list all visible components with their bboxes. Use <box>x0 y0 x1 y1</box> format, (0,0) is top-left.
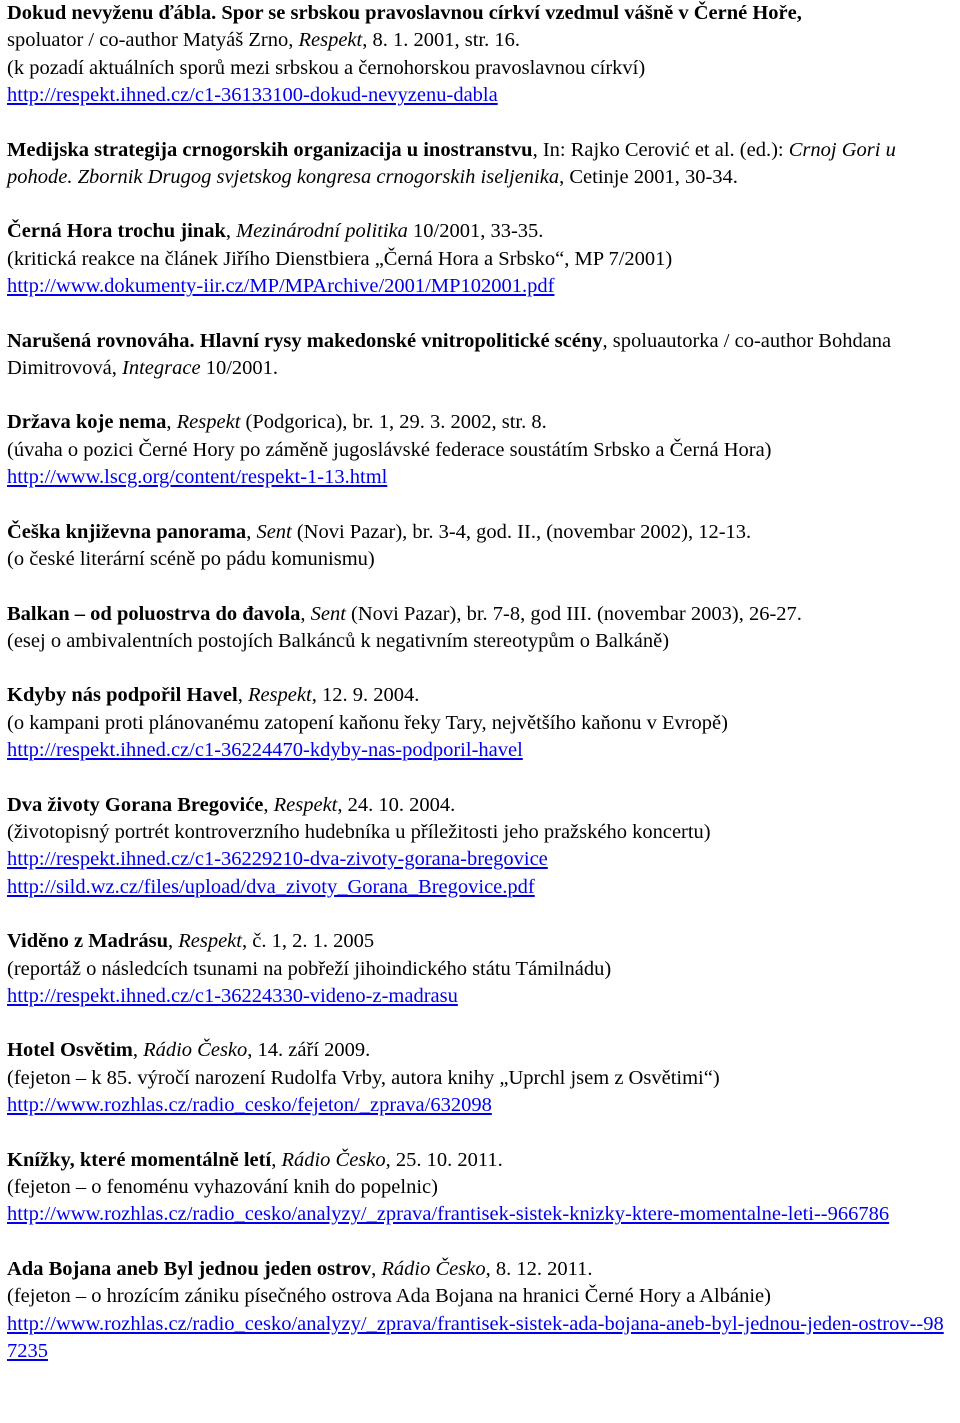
entry-details: 10/2001, 33-35. <box>407 220 544 243</box>
bibliography-entry <box>7 328 952 383</box>
entry-link[interactable]: http://respekt.ihned.cz/c1-36229210-dva-zivoty-gorana-bregovice <box>7 848 548 871</box>
entry-citation: Dva životy Gorana Bregoviće, Respekt, 24. 10. 2004. <box>7 793 456 816</box>
entry-title: Dokud nevyženu ďábla. Spor se srbskou pravoslavnou církví vzedmul vášně v Černé Hoře, <box>7 2 802 24</box>
entry-citation: Kdyby nás podpořil Havel, Respekt, 12. 9. 2004. <box>7 684 420 707</box>
entry-details: (Podgorica), br. 1, 29. 3. 2002, str. 8. <box>240 411 547 434</box>
entry-note: (úvaha o pozici Černé Hory po záměně jugoslávské federace soustátím Srbsko a Černá Hora) <box>7 438 772 461</box>
entry-details: , č. 1, 2. 1. 2005 <box>241 930 375 953</box>
entry-citation: Balkan – od poluostrva do đavola, Sent (Novi Pazar), br. 7-8, god III. (novembar 2003), 26-27. <box>7 602 802 625</box>
entry-title: Viděno z Madrásu <box>7 930 168 953</box>
entry-details: 10/2001. <box>200 357 279 380</box>
entry-authors: , spoluautorka / co-author Bohdana Dimitrovová, <box>7 329 892 380</box>
entry-link[interactable]: http://respekt.ihned.cz/c1-36224330-videno-z-madrasu <box>7 984 458 1007</box>
entry-link[interactable]: http://www.lscg.org/content/respekt-1-13.html <box>7 466 388 489</box>
entry-note: (o kampani proti plánovanému zatopení kaňonu řeky Tary, největšího kaňonu v Evropě) <box>7 711 728 734</box>
bibliography-entry <box>7 1256 952 1366</box>
entry-title: Kdyby nás podpořil Havel <box>7 684 238 707</box>
entry-publication: Rádio Česko <box>143 1039 248 1062</box>
entry-title: Češka književna panorama <box>7 520 247 543</box>
entry-title: Medijska strategija crnogorskih organizacija u inostranstvu <box>7 138 533 161</box>
entry-details: , 12. 9. 2004. <box>311 684 420 707</box>
entry-details: , 8. 12. 2011. <box>485 1257 593 1280</box>
bibliography-entry <box>7 1037 952 1119</box>
entry-authors: spoluator / co-author Matyáš Zrno, <box>7 29 299 52</box>
bibliography-entry <box>7 601 952 656</box>
bibliography-entry <box>7 928 952 1010</box>
entry-details: (Novi Pazar), br. 7-8, god III. (novembar 2003), 26-27. <box>345 602 802 625</box>
entry-details: (Novi Pazar), br. 3-4, god. II., (novembar 2002), 12-13. <box>291 520 752 543</box>
entry-link[interactable]: http://respekt.ihned.cz/c1-36133100-dokud-nevyzenu-dabla <box>7 84 498 107</box>
entry-note: (esej o ambivalentních postojích Balkánců k negativním stereotypům o Balkáně) <box>7 629 670 652</box>
entry-citation: Černá Hora trochu jinak, Mezinárodní politika 10/2001, 33-35. <box>7 220 544 243</box>
entry-publication: Sent <box>310 602 346 625</box>
entry-publication: Respekt <box>273 793 338 816</box>
entry-citation: Viděno z Madrásu, Respekt, č. 1, 2. 1. 2005 <box>7 930 375 953</box>
entry-citation: Država koje nema, Respekt (Podgorica), br. 1, 29. 3. 2002, str. 8. <box>7 411 547 434</box>
entry-note: (fejeton – o fenoménu vyhazování knih do popelnic) <box>7 1176 438 1198</box>
entry-publication: Integrace <box>122 357 201 380</box>
entry-title: Balkan – od poluostrva do đavola <box>7 602 301 625</box>
entry-details: , 25. 10. 2011. <box>385 1148 503 1171</box>
entry-note: (reportáž o následcích tsunami na pobřeží jihoindického státu Támilnádu) <box>7 957 612 980</box>
entry-note: (k pozadí aktuálních sporů mezi srbskou a černohorskou pravoslavnou církví) <box>7 56 646 79</box>
entry-link[interactable]: http://www.dokumenty-iir.cz/MP/MPArchive/2001/MP102001.pdf <box>7 275 555 298</box>
entry-title: Knížky, které momentálně letí <box>7 1148 272 1171</box>
entry-publication: Respekt <box>298 29 363 52</box>
entry-link[interactable]: http://www.rozhlas.cz/radio_cesko/analyzy/_zprava/frantisek-sistek-ada-bojana-aneb-byl-jednou-jeden-ostrov--987235 <box>7 1312 944 1363</box>
entry-title: Ada Bojana aneb Byl jednou jeden ostrov <box>7 1257 372 1280</box>
entry-publication: Rádio Česko <box>281 1148 386 1171</box>
entry-citation <box>7 0 952 55</box>
entry-publication: Mezinárodní politika <box>236 220 408 243</box>
entry-citation: Knížky, které momentálně letí, Rádio Česko, 25. 10. 2011. <box>7 1148 503 1171</box>
entry-note: (životopisný portrét kontroverzního hudebníka u příležitosti jeho pražského koncertu) <box>7 820 711 843</box>
entry-editors: , In: Rajko Cerović et al. (ed.): <box>532 138 789 161</box>
entry-title: Narušená rovnováha. Hlavní rysy makedonské vnitropolitické scény <box>7 329 603 352</box>
entry-details: , Cetinje 2001, 30-34. <box>559 166 738 189</box>
entry-note: (fejeton – o hrozícím zániku písečného ostrova Ada Bojana na hranici Černé Hory a Albánie) <box>7 1285 771 1308</box>
bibliography-entry <box>7 137 952 192</box>
bibliography-entry <box>7 682 952 764</box>
entry-title: Dva životy Gorana Bregoviće <box>7 793 264 816</box>
entry-link[interactable]: http://www.rozhlas.cz/radio_cesko/fejeton/_zprava/632098 <box>7 1094 492 1117</box>
bibliography-entry <box>7 218 952 300</box>
bibliography-entry <box>7 519 952 574</box>
entry-citation: Ada Bojana aneb Byl jednou jeden ostrov, Rádio Česko, 8. 12. 2011. <box>7 1257 593 1280</box>
entry-title: Država koje nema <box>7 411 167 434</box>
entry-details: , 24. 10. 2004. <box>337 793 456 816</box>
entry-details: , 8. 1. 2001, str. 16. <box>362 29 520 52</box>
entry-publication: Respekt <box>176 411 241 434</box>
entry-link[interactable]: http://sild.wz.cz/files/upload/dva_zivoty_Gorana_Bregovice.pdf <box>7 875 535 898</box>
bibliography-entry <box>7 409 952 491</box>
entry-note: (o české literární scéně po pádu komunismu) <box>7 548 375 571</box>
entry-title: Hotel Osvětim <box>7 1039 133 1062</box>
entry-link[interactable]: http://respekt.ihned.cz/c1-36224470-kdyby-nas-podporil-havel <box>7 739 523 762</box>
entry-link[interactable]: http://www.rozhlas.cz/radio_cesko/analyzy/_zprava/frantisek-sistek-knizky-ktere-momentalne-leti--966786 <box>7 1203 890 1226</box>
entry-citation: Hotel Osvětim, Rádio Česko, 14. září 2009. <box>7 1039 371 1062</box>
bibliography-entry <box>7 0 952 110</box>
entry-citation <box>7 328 952 383</box>
entry-citation: Češka književna panorama, Sent (Novi Pazar), br. 3-4, god. II., (novembar 2002), 12-13. <box>7 520 752 543</box>
entry-details: , 14. září 2009. <box>247 1039 371 1062</box>
entry-publication: Rádio Česko <box>381 1257 486 1280</box>
entry-publication: Crnoj Gori u pohode. Zbornik Drugog svjetskog kongresa crnogorskih iseljenika <box>7 138 896 189</box>
entry-citation <box>7 137 952 192</box>
entry-note: (kritická reakce na článek Jiřího Dienstbiera „Černá Hora a Srbsko“, MP 7/2001) <box>7 247 673 270</box>
entry-publication: Sent <box>256 520 292 543</box>
entry-publication: Respekt <box>247 684 312 707</box>
bibliography-entry <box>7 1147 952 1229</box>
entry-publication: Respekt <box>178 930 242 953</box>
bibliography-entry <box>7 792 952 902</box>
entry-title: Černá Hora trochu jinak <box>7 220 226 243</box>
entry-note: (fejeton – k 85. výročí narození Rudolfa Vrby, autora knihy „Uprchl jsem z Osvětimi“) <box>7 1066 720 1089</box>
